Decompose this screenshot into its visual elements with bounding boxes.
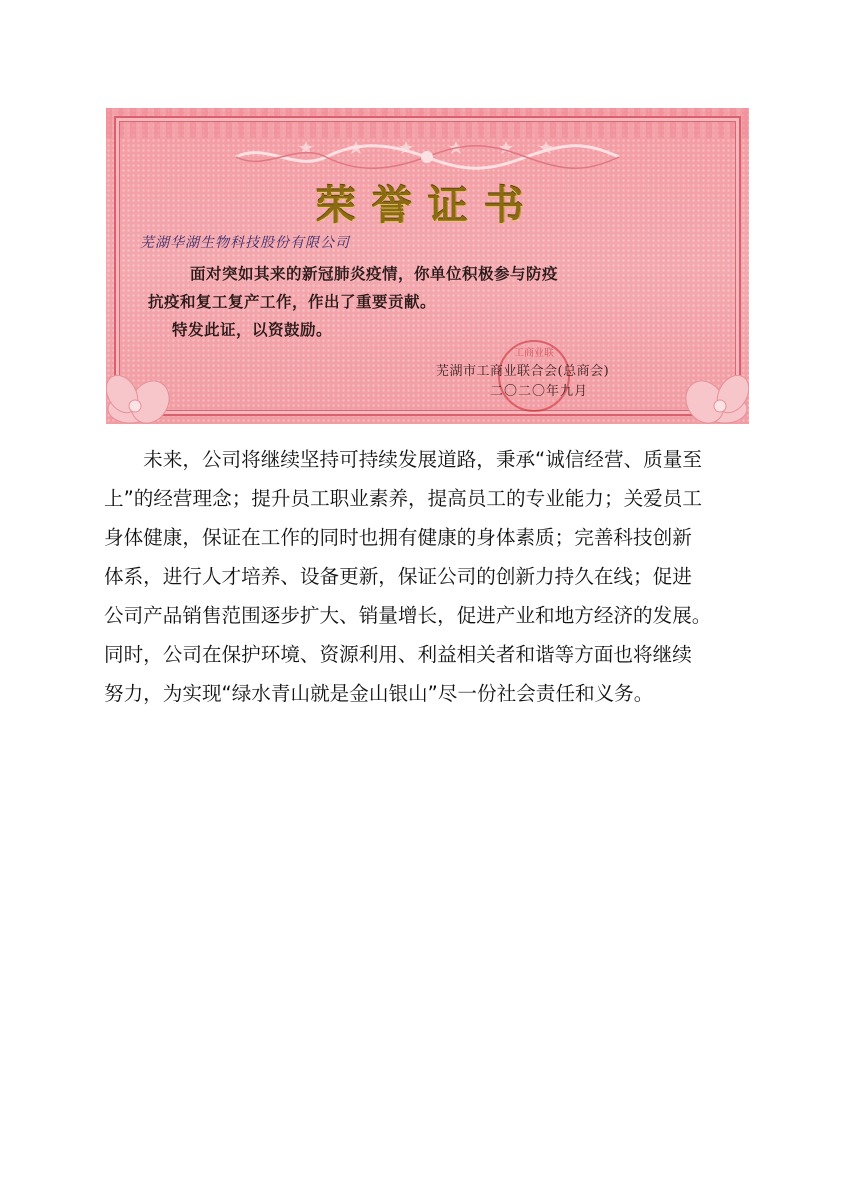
seal-text: 工商业联 <box>514 348 554 359</box>
certificate-title: 荣誉证书 <box>315 182 540 229</box>
scroll-ornament <box>226 142 629 172</box>
honor-certificate-image <box>106 108 749 424</box>
flower-decoration-left <box>106 354 200 424</box>
paragraph-line-7: 努力，为实现“绿水青山就是金山银山”尽一份社会责任和义务。 <box>104 682 654 705</box>
paragraph-line-3: 身体健康，保证在工作的同时也拥有健康的身体素质；完善科技创新 <box>104 526 692 549</box>
paragraph-line-2: 上”的经营理念；提升员工职业素养，提高员工的专业能力；关爱员工 <box>104 487 702 510</box>
certificate-body-line-1: 面对突如其来的新冠肺炎疫情，你单位积极参与防疫 <box>190 264 559 283</box>
certificate-body-line-2: 抗疫和复工复产工作，作出了重要贡献。 <box>148 292 437 311</box>
flower-decoration-right <box>655 354 749 424</box>
paragraph-line-5: 公司产品销售范围逐步扩大、销量增长，促进产业和地方经济的发展。 <box>104 604 712 627</box>
certificate-date: 二〇二〇年九月 <box>490 384 589 399</box>
paragraph-line-6: 同时，公司在保护环境、资源利用、利益相关者和谐等方面也将继续 <box>104 643 692 666</box>
body-paragraph <box>104 440 749 713</box>
paragraph-line-4: 体系，进行人才培养、设备更新，保证公司的创新力持久在线；促进 <box>104 565 692 588</box>
certificate-recipient: 芜湖华湖生物科技股份有限公司 <box>140 235 350 251</box>
paragraph-line-1: 未来，公司将继续坚持可持续发展道路，秉承“诚信经营、质量至 <box>104 448 702 471</box>
certificate-issuer: 芜湖市工商业联合会(总商会) <box>436 364 610 379</box>
certificate-body-line-3: 特发此证，以资鼓励。 <box>172 320 333 339</box>
